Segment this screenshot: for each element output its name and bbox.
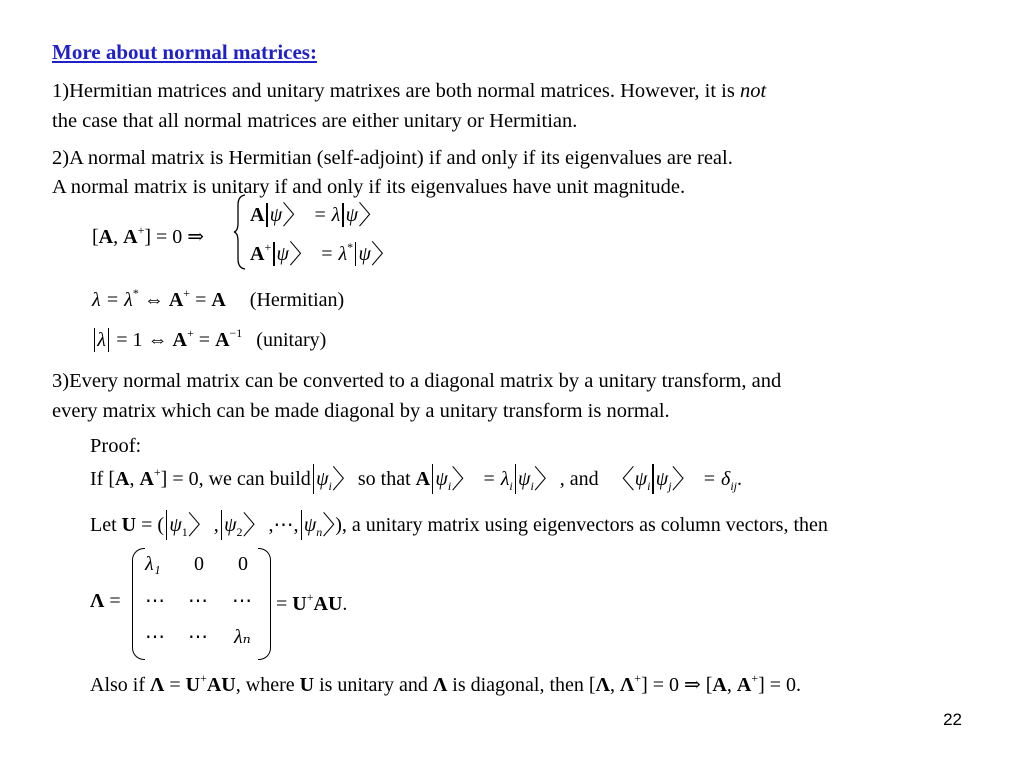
matrix-cell-2-1: ⋯ [145, 590, 165, 612]
subscript-n: n [316, 525, 323, 539]
proof-also-line [90, 671, 801, 697]
matrix-cell-3-3: λₙ [234, 626, 251, 648]
matrix-A: A [712, 674, 727, 696]
p1-emphasis: not [739, 80, 767, 102]
ket-angle: 〉 [370, 240, 397, 269]
ket-angle: 〉 [533, 465, 560, 494]
matrix-cell-2-2: ⋯ [188, 590, 208, 612]
superscript-star: * [347, 240, 354, 254]
unitary-label: (unitary) [256, 329, 327, 351]
ket-angle: 〉 [242, 511, 269, 540]
ket-angle: 〉 [331, 465, 358, 494]
slide-title: More about normal matrices: [52, 40, 317, 64]
comma: , [726, 674, 737, 696]
bracket-open: [ [92, 226, 99, 248]
matrix-cell-1-3: 0 [238, 553, 248, 575]
psi: ψ [634, 468, 648, 490]
hermitian-label: (Hermitian) [249, 289, 345, 311]
proof-if-line [90, 464, 742, 494]
p1-text: 1)Hermitian matrices and unitary matrixes are both normal matrices. However, it is [52, 80, 740, 102]
matrix-U: U [121, 514, 137, 536]
matrix-A: A [415, 468, 431, 490]
equals-lambda: = λ [314, 243, 348, 265]
subscript-2: 2 [236, 525, 243, 539]
equals-paren: = ( [136, 514, 165, 536]
matrix-A: A [114, 468, 130, 490]
ket-bar [355, 242, 356, 266]
paragraph-3-line-2: every matrix which can be made diagonal by a unitary transform is normal. [52, 400, 670, 422]
superscript-minus-one: −1 [229, 326, 243, 340]
equals-one-iff: = 1 ⇔ [111, 329, 173, 351]
iff-symbol: ⇔ [138, 289, 169, 311]
page-number: 22 [943, 710, 962, 729]
matrix-U: U [292, 593, 307, 615]
matrix-A-adjoint: A [123, 226, 138, 248]
equals: = [190, 289, 212, 311]
so-that-text: so that [357, 468, 416, 490]
psi: ψ [518, 468, 531, 490]
ellipsis: ,⋯, [268, 514, 299, 536]
comma: , [213, 514, 219, 536]
let-text: Let [90, 514, 122, 536]
psi: ψ [358, 243, 371, 265]
is-diagonal-text: is diagonal, then [ [447, 674, 596, 696]
ket-angle: 〉 [451, 465, 478, 494]
superscript-plus: + [200, 671, 207, 685]
ket-angle: 〉 [322, 511, 336, 540]
superscript-plus: + [153, 465, 161, 479]
matrix-AU: AU [206, 674, 236, 696]
matrix-right-paren [258, 548, 271, 660]
matrix-A: A [736, 674, 752, 696]
comma: , [129, 468, 140, 490]
if-text: If [ [90, 468, 115, 490]
ket-bar [515, 464, 516, 494]
subscript-ij: ij [730, 479, 738, 493]
matrix-cell-3-1: ⋯ [145, 626, 165, 648]
comma: , [113, 226, 124, 248]
equals-lambda: = λ [308, 204, 341, 226]
matrix-U: U [185, 674, 201, 696]
matrix-cell-1-2: 0 [194, 553, 204, 575]
paragraph-2-line-1: 2)A normal matrix is Hermitian (self-adjoint) if and only if its eigenvalues are real. [52, 147, 733, 169]
commutator-equation [92, 223, 204, 249]
psi: ψ [269, 204, 283, 226]
paragraph-2-line-2: A normal matrix is unitary if and only if its eigenvalues have unit magnitude. [52, 176, 686, 198]
subscript-i: i [447, 479, 452, 493]
superscript-plus: + [183, 286, 191, 300]
subscript-i: i [647, 479, 651, 493]
lambda: λ [97, 329, 106, 351]
ket-angle: 〉 [671, 465, 698, 494]
psi: ψ [169, 514, 182, 536]
equals-zero: ] = 0. [758, 674, 802, 696]
is-unitary-text: is unitary and [314, 674, 433, 696]
abs-bar [108, 328, 109, 352]
superscript-plus: + [634, 671, 642, 685]
subscript-i: i [509, 479, 513, 493]
matrix-A: A [139, 468, 154, 490]
matrix-U: U [299, 674, 315, 696]
superscript-plus: + [264, 240, 272, 254]
psi: ψ [224, 514, 237, 536]
comma: , [609, 674, 620, 696]
equals-delta: = δ [697, 468, 731, 490]
subscript-i: i [328, 479, 332, 493]
matrix-A: A [250, 204, 265, 226]
left-brace [233, 193, 247, 276]
unitary-equation [92, 326, 326, 352]
superscript-plus: + [306, 590, 314, 604]
psi: ψ [655, 468, 669, 490]
Lambda: Λ [150, 674, 165, 696]
Lambda: Λ [90, 590, 105, 612]
matrix-A: A [211, 289, 226, 311]
ket-bar [342, 203, 343, 227]
ket-angle: 〉 [358, 201, 385, 230]
matrix-AU: AU [313, 593, 343, 615]
proof-let-line [90, 510, 828, 540]
subscript-i: i [530, 479, 534, 493]
period: . [737, 468, 743, 490]
abs-bar [94, 328, 95, 352]
hermitian-equation [92, 286, 344, 312]
ket-bar [266, 203, 267, 227]
matrix-cell-2-3: ⋯ [232, 590, 252, 612]
where-text: , where [235, 674, 300, 696]
implies-text: ] = 0 ⇒ [ [641, 674, 713, 696]
equals-zero-implies: ] = 0 ⇒ [144, 226, 205, 248]
period: . [342, 593, 348, 615]
subscript-j: j [668, 479, 672, 493]
matrix-cell-3-2: ⋯ [188, 626, 208, 648]
and-text: , and [559, 468, 599, 490]
eigen-equation-row-2 [250, 240, 397, 269]
bra-angle: 〈 [608, 465, 635, 494]
ket-angle: 〉 [288, 240, 315, 269]
ket-bar [301, 510, 302, 540]
ket-bar [313, 464, 314, 494]
also-if-text: Also if [90, 674, 150, 696]
psi: ψ [345, 204, 359, 226]
superscript-plus: + [751, 671, 759, 685]
paragraph-1-line-2: the case that all normal matrices are either unitary or Hermitian. [52, 110, 578, 132]
lambda-matrix-lhs [90, 590, 121, 613]
psi: ψ [303, 514, 317, 536]
lambda-equals-conj: λ = λ [92, 289, 133, 311]
ket-bar [432, 464, 433, 494]
superscript-star: * [132, 286, 139, 300]
ket-bar [221, 510, 222, 540]
eigen-equation-row-1 [250, 201, 385, 230]
equals-lambda: = λ [477, 468, 510, 490]
ket-angle: 〉 [282, 201, 309, 230]
superscript-plus: + [137, 223, 145, 237]
matrix-cell-1-1: λ₁ [145, 553, 161, 575]
superscript-plus: + [187, 326, 194, 340]
equals: = [276, 593, 293, 615]
equals: = [164, 674, 186, 696]
Lambda: Λ [432, 674, 448, 696]
build-text: ] = 0, we can build [160, 468, 311, 490]
ket-bar [273, 242, 274, 266]
matrix-A: A [98, 226, 114, 248]
equals: = [104, 590, 121, 612]
unitary-matrix-text: ), a unitary matrix using eigenvectors as column vectors, then [335, 514, 828, 536]
equals: = [193, 329, 216, 351]
psi: ψ [435, 468, 448, 490]
subscript-1: 1 [181, 525, 188, 539]
Lambda: Λ [619, 674, 635, 696]
braket-bar [652, 464, 653, 494]
paragraph-3-line-1: 3)Every normal matrix can be converted to a diagonal matrix by a unitary transform, and [52, 370, 782, 392]
ket-angle: 〉 [187, 511, 214, 540]
proof-label: Proof: [90, 435, 142, 457]
Lambda: Λ [595, 674, 610, 696]
matrix-A: A [250, 243, 265, 265]
matrix-left-paren [132, 548, 145, 660]
matrix-rhs [276, 590, 347, 616]
matrix-A: A [168, 289, 184, 311]
psi: ψ [276, 243, 289, 265]
paragraph-1-line-1 [52, 77, 766, 105]
ket-bar [166, 510, 167, 540]
matrix-A: A [172, 329, 187, 351]
psi: ψ [316, 468, 329, 490]
matrix-A: A [215, 329, 230, 351]
